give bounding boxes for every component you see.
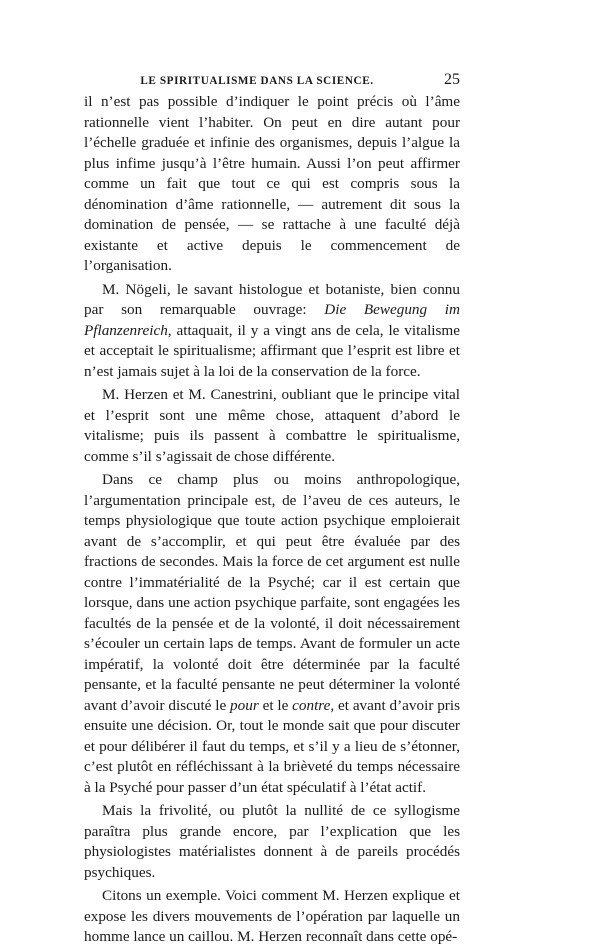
paragraph-citons <box>84 886 460 948</box>
paragraph-argumentation <box>84 470 460 798</box>
paragraph-text: Dans ce champ plus ou moins anthropologique, l’argumentation principale est, de l’aveu de ces auteurs, le temps physiologique que toute action psychique emploierait avant de s’accomplir, et qui peut être évaluée par des fractions de secondes. Mais la force de cet argument est nulle contre l’immatérialité de la Psyché; car il est certain que lorsque, dans une action psychique parfaite, sont engagées les facultés de la pensée et de la volonté, il doit nécessairement s’écouler un certain laps de temps. Avant de formuler un acte impératif, la volonté doit être déterminée par la faculté pensante, et la faculté pensante ne peut déterminer la volonté avant d’avoir discuté le <box>84 471 460 714</box>
italic-contre: contre <box>292 696 331 714</box>
running-title: LE SPIRITUALISME DANS LA SCIENCE. <box>140 75 374 87</box>
page-number: 25 <box>444 71 460 88</box>
running-head <box>84 73 460 93</box>
book-title-italic: Die Bewegung im Pflanzenreich, <box>84 301 460 339</box>
paragraph-text: , et avant d’avoir pris ensuite une décision. Or, tout le monde sait que pour discuter et pour délibérer il faut du temps, et s’il y a lieu de s’étonner, c’est plutôt en réfléchissant à la brièveté du temps nécessaire à la Psyché pour passer d’un état spéculatif à l’état actif. <box>84 696 460 796</box>
paragraph-text: Mais la frivolité, ou plutôt la nullité de ce syllogisme paraîtra plus grande encore, par l’explication que les physiologistes matérialistes donnent à de pareils procédés psychiques. <box>84 802 460 881</box>
paragraph-nogeli <box>84 280 460 383</box>
paragraph-text: Citons un exemple. Voici comment M. Herzen explique et expose les divers mouvements de l’opération par laquelle un homme lance un caillou. M. Herzen reconnaît dans cette opé- <box>84 887 460 945</box>
italic-pour: pour <box>230 696 259 714</box>
paragraph-continuation <box>84 92 460 277</box>
paragraph-frivolite <box>84 801 460 883</box>
paragraph-text: M. Herzen et M. Canestrini, oubliant que le principe vital et l’esprit sont une même chose, attaquent d’abord le vitalisme; puis ils passent à combattre le spiritualisme, comme s’il s’agissait de chose différente. <box>84 386 460 465</box>
paragraph-text: M. Nögeli, le savant histologue et botaniste, bien connu par son remarquable ouvrage: <box>84 280 460 318</box>
paragraph-text: il n’est pas possible d’indiquer le point précis où l’âme rationnelle vient l’habiter. On peut en dire autant pour l’échelle graduée et infinie des organismes, depuis l’algue la plus infime jusqu’à l’être humain. Aussi l’on peut affirmer comme un fait que tout ce qui est compris sous la dénomination d’âme rationnelle, — autrement dit sous la domination de pensée, — se rattache à une faculté déjà existante et active depuis le commencement de l’organisation. <box>84 93 460 274</box>
paragraph-text: et le <box>258 696 293 714</box>
body-text <box>84 92 460 951</box>
paragraph-herzen-canestrini <box>84 385 460 467</box>
paragraph-text: attaquait, il y a vingt ans de cela, le vitalisme et acceptait le spiritualisme; affirmant que l’esprit est libre et n’est jamais sujet à la loi de la conservation de la force. <box>84 321 460 380</box>
